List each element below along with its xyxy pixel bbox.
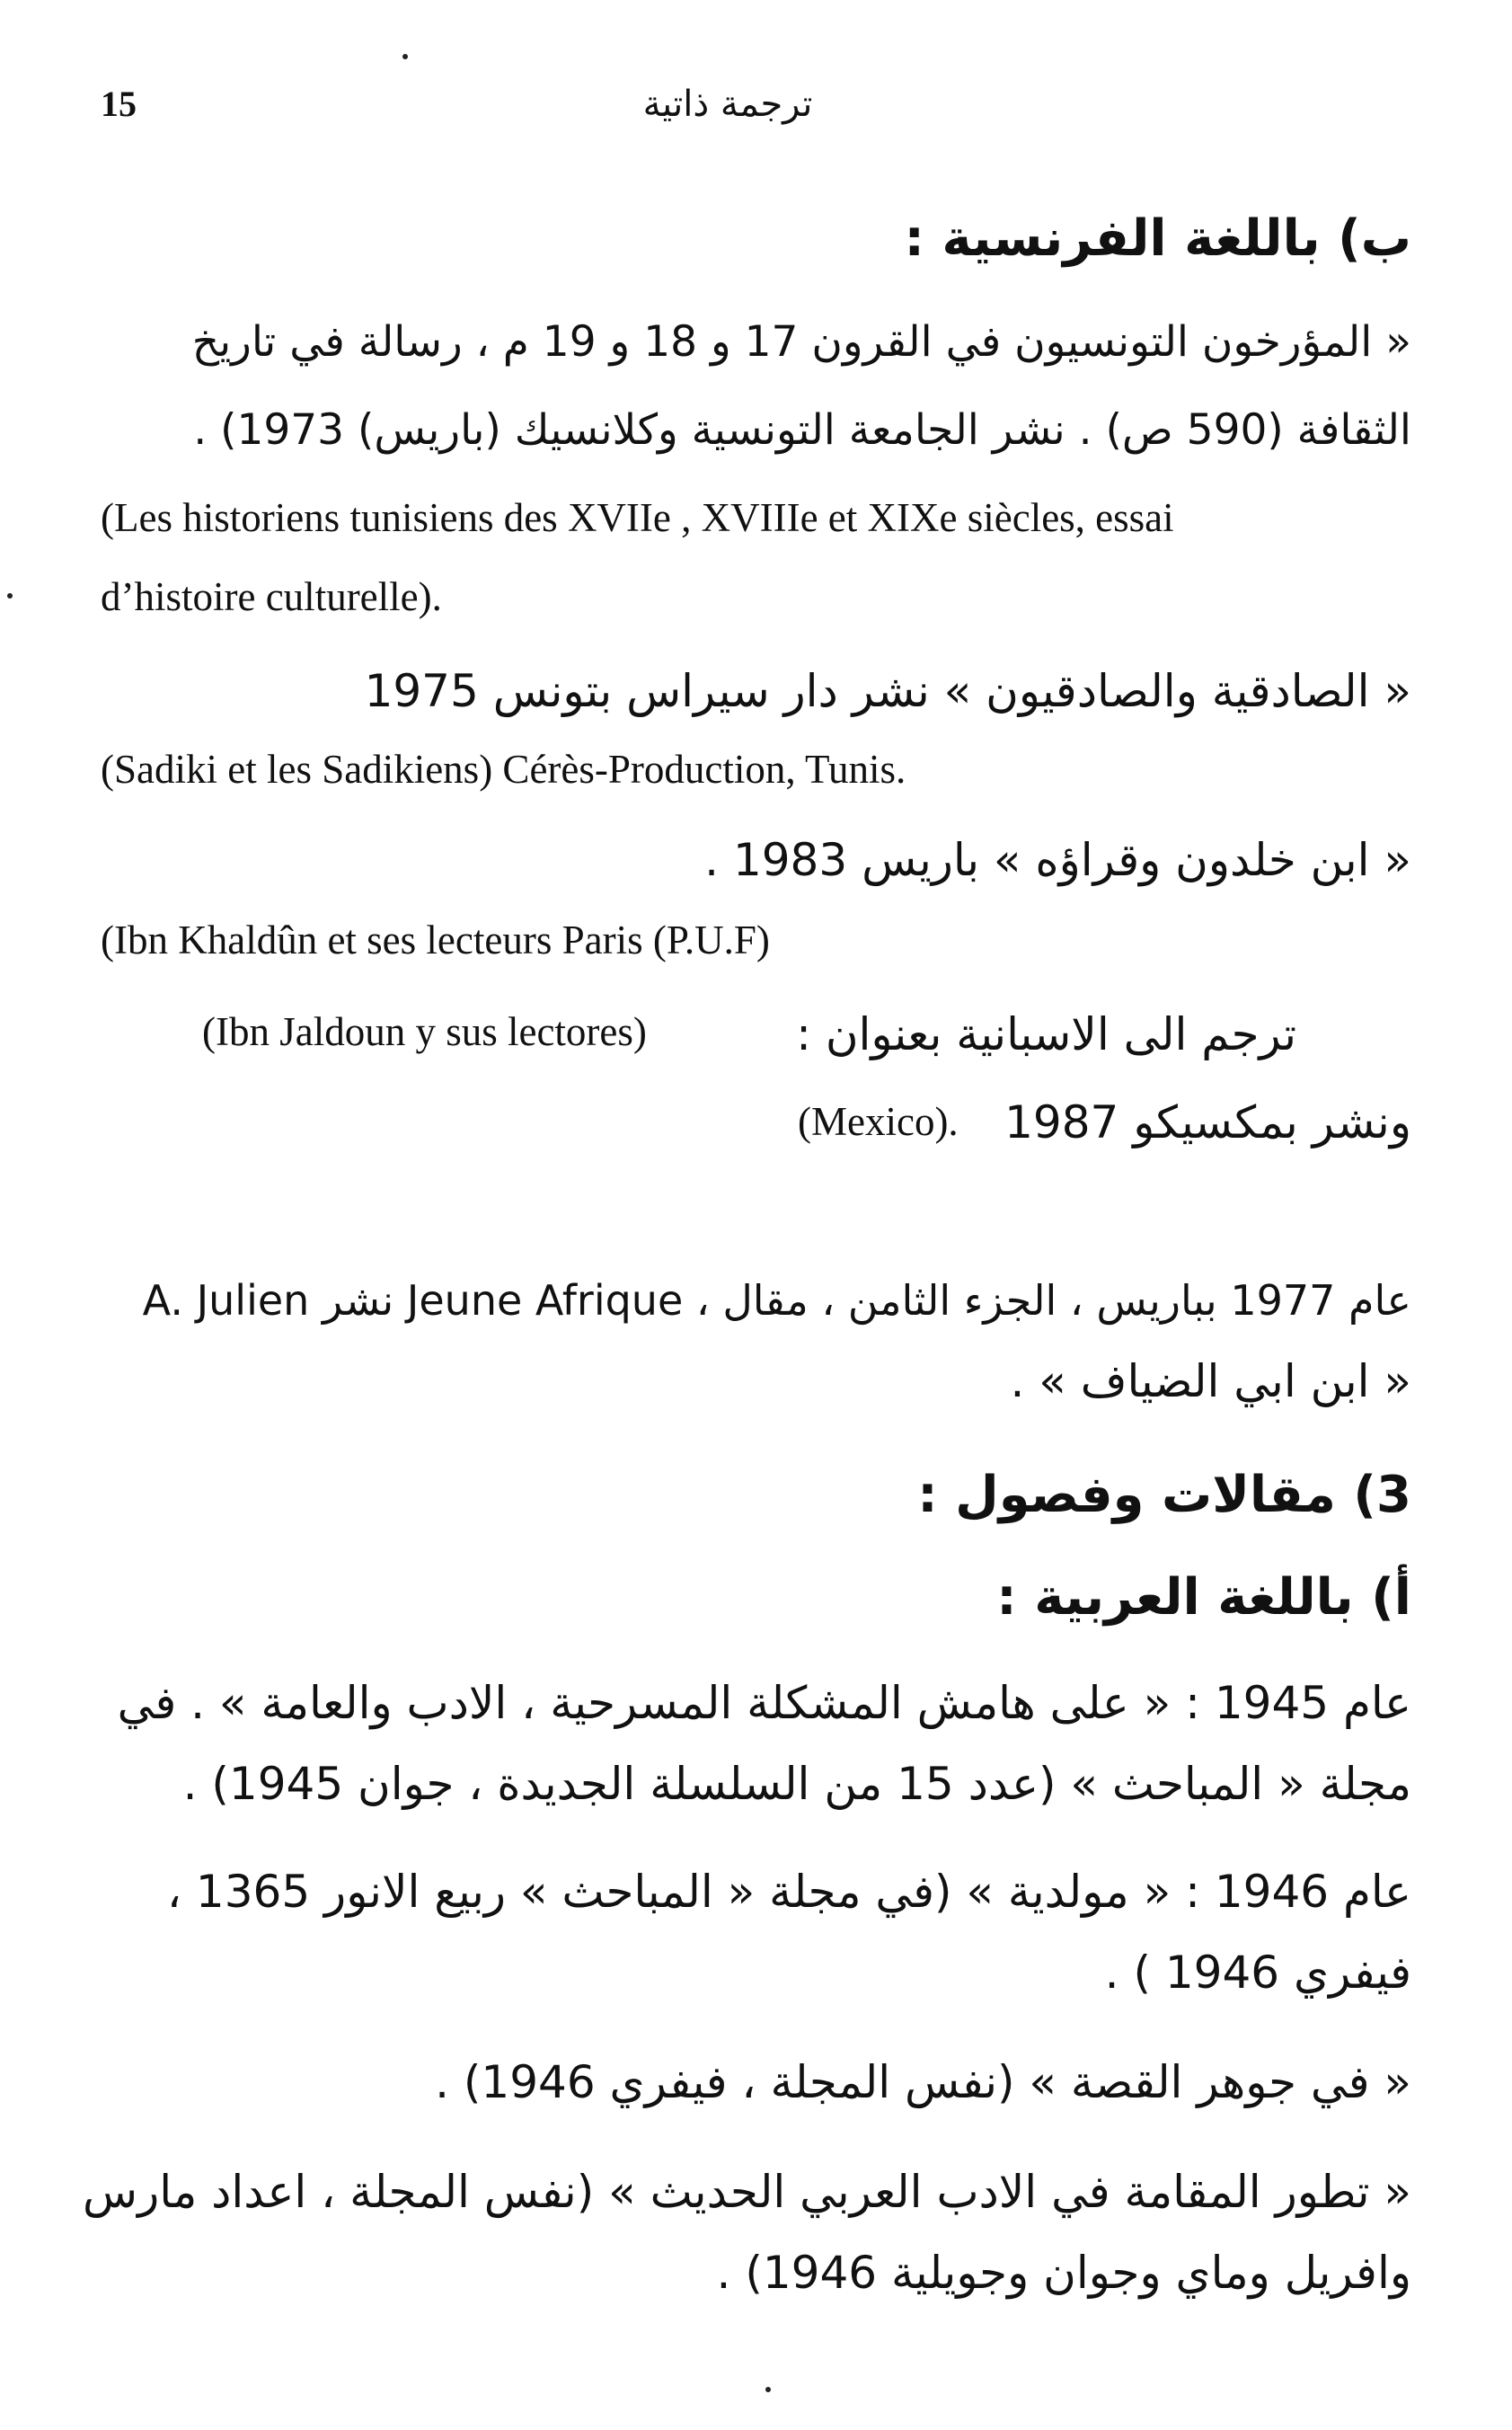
- entry-sadiki-ar: « الصادقية والصادقيون » نشر دار سيراس بتونس 1975: [364, 665, 1411, 717]
- entry-mexico-latin: (Mexico).: [798, 1099, 959, 1144]
- scan-speck: [765, 2387, 771, 2392]
- scan-speck: [402, 54, 408, 59]
- entry-ibn-khaldun-ar: « ابن خلدون وقراؤه » باريس 1983 .: [704, 834, 1411, 886]
- heading-arabic-section: أ) باللغة العربية :: [996, 1568, 1411, 1627]
- entry-jawhar: « في جوهر القصة » (نفس المجلة ، فيفري 1946) .: [435, 2056, 1411, 2108]
- entry-africains-line2: A. Julien نشر Jeune Afrique ، عام 1977 بباريس ، الجزء الثامن ، مقال: [142, 1276, 1411, 1325]
- entry-1946-line2: فيفري 1946 ) .: [1104, 1947, 1411, 1999]
- entry-historians-ar-line2: الثقافة (590 ص) . نشر الجامعة التونسية وكلانسيك (باريس) 1973) .: [193, 405, 1411, 455]
- entry-1945-line1: عام 1945 : « على هامش المشكلة المسرحية ، الادب والعامة » . في: [117, 1677, 1411, 1729]
- entry-1945-line2: مجلة « المباحث » (عدد 15 من السلسلة الجديدة ، جوان 1945) .: [182, 1758, 1411, 1810]
- running-title: ترجمة ذاتية: [642, 84, 813, 125]
- entry-translation-ar: ترجم الى الاسبانية بعنوان :: [796, 1008, 1296, 1060]
- entry-historians-ar-line1: « المؤرخون التونسيون في القرون 17 و 18 و 19 م ، رسالة في تاريخ: [191, 317, 1411, 367]
- entry-1946-line1: عام 1946 : « مولدية » (في مجلة « المباحث » ربيع الانور 1365 ،: [166, 1866, 1411, 1918]
- entry-historians-fr-line1: (Les historiens tunisiens des XVIIe , XVIIIe et XIXe siècles, essai: [101, 495, 1174, 540]
- entry-africains-line3: « ابن ابي الضياف » .: [1010, 1355, 1411, 1407]
- entry-sadiki-fr: (Sadiki et les Sadikiens) Cérès-Production, Tunis.: [101, 747, 906, 792]
- scan-speck: [7, 593, 13, 599]
- entry-maqama-line1: « تطور المقامة في الادب العربي الحديث » (نفس المجلة ، اعداد مارس: [83, 2166, 1411, 2218]
- entry-mexico-ar: ونشر بمكسيكو 1987: [1004, 1096, 1411, 1148]
- page-number: 15: [101, 84, 137, 124]
- entry-ibn-khaldun-fr: (Ibn Khaldûn et ses lecteurs Paris (P.U.F): [101, 918, 770, 962]
- heading-french-section: ب) باللغة الفرنسية :: [904, 209, 1411, 268]
- entry-historians-fr-line2: d’histoire culturelle).: [101, 574, 442, 619]
- entry-maqama-line2: وافريل وماي وجوان وجويلية 1946) .: [716, 2247, 1411, 2299]
- entry-translation-es: (Ibn Jaldoun y sus lectores): [202, 1009, 647, 1054]
- heading-articles: 3) مقالات وفصول :: [917, 1466, 1411, 1524]
